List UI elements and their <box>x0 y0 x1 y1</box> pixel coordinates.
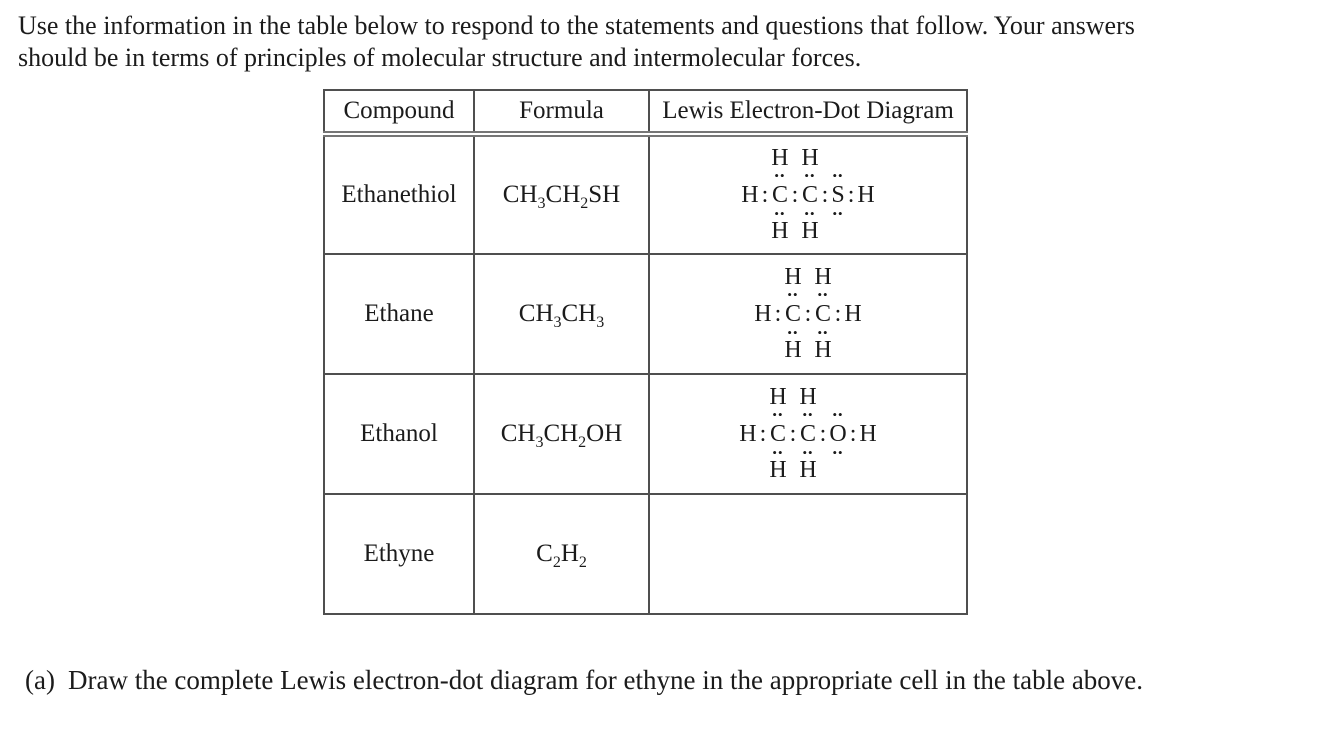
atom-symbol: H <box>739 421 757 447</box>
intro-line-2: should be in terms of principles of molecular structure and intermolecular forces. <box>18 43 862 72</box>
column-header-lewis: Lewis Electron-Dot Diagram <box>649 90 967 134</box>
atom-symbol: C <box>801 182 818 208</box>
atom-symbol: H <box>857 182 875 208</box>
formula-subscript: 2 <box>580 195 589 212</box>
lewis-atom-column <box>783 265 803 363</box>
table-body <box>324 134 967 614</box>
compound-cell: Ethyne <box>324 494 474 614</box>
lewis-atom-column <box>798 385 818 483</box>
question-label: (a) <box>25 665 55 695</box>
formula-cell <box>474 374 649 494</box>
formula-segment: CH <box>561 300 597 327</box>
lewis-bond-column <box>760 146 770 244</box>
lewis-cell <box>649 494 967 614</box>
lewis-bond-column <box>833 265 843 363</box>
lewis-cell <box>649 254 967 374</box>
compound-table <box>323 89 968 615</box>
lewis-top-atom: H <box>814 264 832 290</box>
lewis-top-atom: H <box>771 145 789 171</box>
question-a <box>25 665 1332 696</box>
lewis-top-atom: H <box>784 264 802 290</box>
lewis-atom-column <box>830 146 846 244</box>
formula-subscript: 2 <box>552 554 561 571</box>
lewis-bottom-atom: H <box>784 337 802 363</box>
bond-colon: : <box>834 301 842 327</box>
atom-symbol: H <box>859 421 877 447</box>
bond-colon: : <box>789 421 797 447</box>
atom-symbol: C <box>814 301 831 327</box>
lewis-bottom-atom: H <box>769 457 787 483</box>
lewis-cell <box>649 134 967 254</box>
electron-dot-pair: •• <box>817 287 829 302</box>
lewis-top-atom: H <box>769 384 787 410</box>
formula-segment: CH <box>543 420 579 447</box>
lewis-top-atom: H <box>799 384 817 410</box>
atom-symbol: S <box>831 182 845 208</box>
formula-segment: OH <box>586 420 623 447</box>
bond-colon: : <box>774 301 782 327</box>
formula-segment: SH <box>588 181 621 208</box>
intro-paragraph <box>18 10 1332 74</box>
atom-symbol: H <box>754 301 772 327</box>
formula-subscript: 3 <box>537 195 546 212</box>
lewis-cell <box>649 374 967 494</box>
column-header-formula: Formula <box>474 90 649 134</box>
compound-cell: Ethane <box>324 254 474 374</box>
lewis-bond-column <box>773 265 783 363</box>
lewis-bond-column <box>846 146 856 244</box>
formula-segment: C <box>536 540 553 567</box>
lewis-bottom-atom: H <box>771 218 789 244</box>
compound-cell: Ethanol <box>324 374 474 494</box>
lewis-atom-column <box>738 385 758 483</box>
atom-symbol: H <box>741 182 759 208</box>
column-header-compound: Compound <box>324 90 474 134</box>
electron-dot-pair: •• <box>774 206 786 221</box>
formula-segment: CH <box>500 420 536 447</box>
electron-dot-pair: •• <box>832 407 844 422</box>
lewis-bond-column <box>818 385 828 483</box>
formula-subscript: 2 <box>578 554 587 571</box>
lewis-bottom-atom: H <box>814 337 832 363</box>
electron-dot-pair: •• <box>832 168 844 183</box>
lewis-atom-column <box>858 385 878 483</box>
lewis-bond-column <box>848 385 858 483</box>
lewis-bond-column <box>758 385 768 483</box>
lewis-bond-column <box>820 146 830 244</box>
formula-subscript: 3 <box>553 314 562 331</box>
table-row <box>324 494 967 614</box>
bond-colon: : <box>804 301 812 327</box>
lewis-atom-column <box>856 146 876 244</box>
electron-dot-pair: •• <box>832 445 844 460</box>
bond-colon: : <box>791 182 799 208</box>
intro-line-1: Use the information in the table below to respond to the statements and questions that follow. Your answers <box>18 11 1135 40</box>
electron-dot-pair: •• <box>772 445 784 460</box>
table-row <box>324 134 967 254</box>
formula-subscript: 3 <box>535 434 544 451</box>
lewis-atom-column <box>770 146 790 244</box>
formula-segment: CH <box>502 181 538 208</box>
lewis-bottom-atom: H <box>799 457 817 483</box>
formula-subscript: 2 <box>578 434 587 451</box>
lewis-atom-column <box>800 146 820 244</box>
bond-colon: : <box>849 421 857 447</box>
atom-symbol: H <box>844 301 862 327</box>
electron-dot-pair: •• <box>787 325 799 340</box>
lewis-top-atom: H <box>801 145 819 171</box>
electron-dot-pair: •• <box>817 325 829 340</box>
electron-dot-pair: •• <box>832 206 844 221</box>
formula-subscript: 3 <box>596 314 605 331</box>
atom-symbol: C <box>799 421 816 447</box>
bond-colon: : <box>819 421 827 447</box>
lewis-atom-column <box>813 265 833 363</box>
table-row <box>324 374 967 494</box>
electron-dot-pair: •• <box>774 168 786 183</box>
bond-colon: : <box>847 182 855 208</box>
formula-segment: CH <box>518 300 554 327</box>
lewis-bond-column <box>790 146 800 244</box>
electron-dot-pair: •• <box>804 168 816 183</box>
electron-dot-pair: •• <box>787 287 799 302</box>
formula-cell <box>474 254 649 374</box>
lewis-bond-column <box>788 385 798 483</box>
bond-colon: : <box>759 421 767 447</box>
table-header-row <box>324 90 967 134</box>
atom-symbol: C <box>769 421 786 447</box>
bond-colon: : <box>761 182 769 208</box>
bond-colon: : <box>821 182 829 208</box>
electron-dot-pair: •• <box>802 407 814 422</box>
formula-cell <box>474 494 649 614</box>
lewis-bond-column <box>803 265 813 363</box>
electron-dot-pair: •• <box>772 407 784 422</box>
formula-segment: H <box>560 540 579 567</box>
lewis-diagram <box>753 265 863 363</box>
lewis-atom-column <box>828 385 848 483</box>
lewis-atom-column <box>753 265 773 363</box>
lewis-diagram <box>740 146 876 244</box>
lewis-diagram <box>738 385 878 483</box>
lewis-atom-column <box>768 385 788 483</box>
atom-symbol: C <box>784 301 801 327</box>
table-row <box>324 254 967 374</box>
atom-symbol: O <box>829 421 847 447</box>
electron-dot-pair: •• <box>804 206 816 221</box>
lewis-atom-column <box>843 265 863 363</box>
question-text: Draw the complete Lewis electron-dot diagram for ethyne in the appropriate cell in the table above. <box>67 665 1144 695</box>
electron-dot-pair: •• <box>802 445 814 460</box>
formula-segment: CH <box>545 181 581 208</box>
lewis-atom-column <box>740 146 760 244</box>
lewis-bottom-atom: H <box>801 218 819 244</box>
compound-cell: Ethanethiol <box>324 134 474 254</box>
atom-symbol: C <box>771 182 788 208</box>
formula-cell <box>474 134 649 254</box>
